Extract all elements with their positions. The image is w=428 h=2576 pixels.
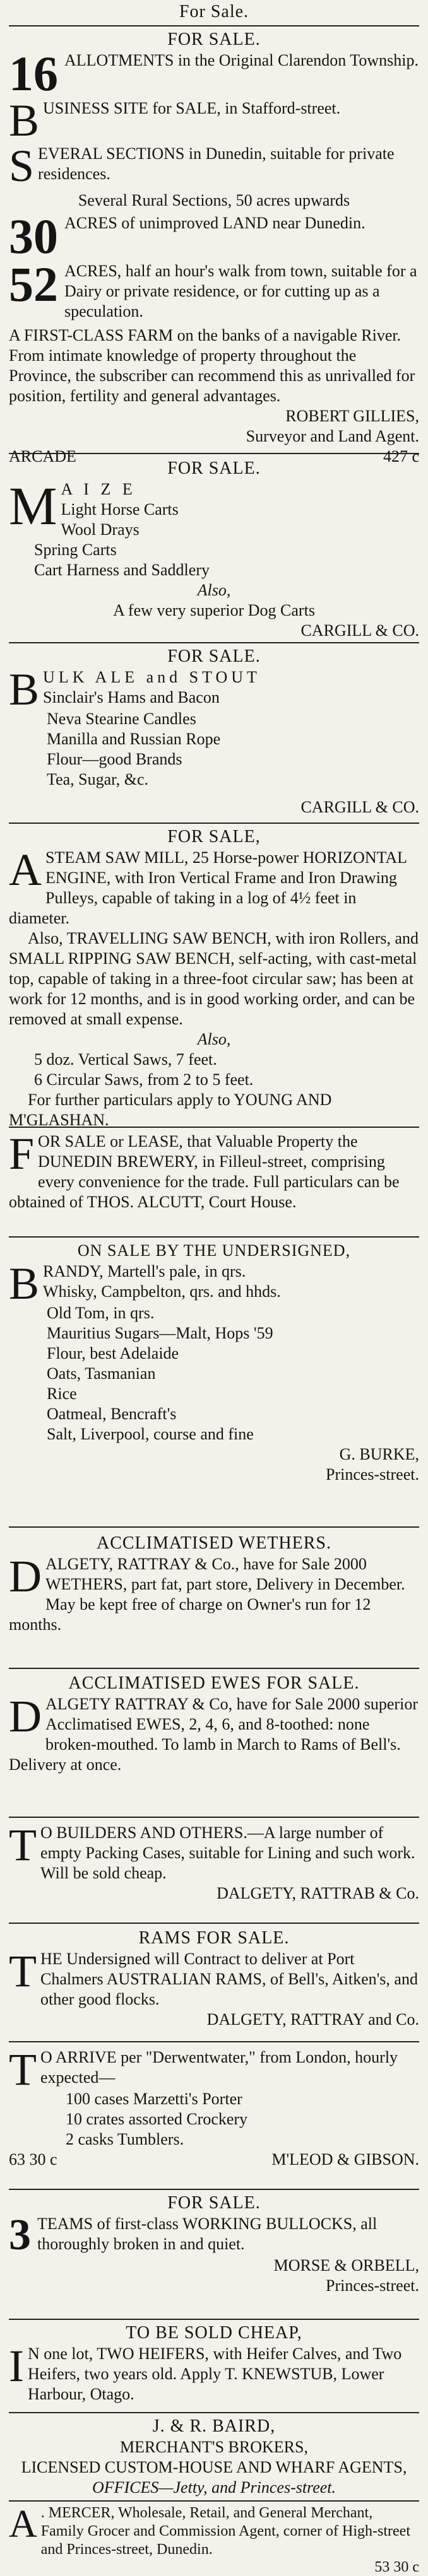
signature: CARGILL & CO. [300,621,419,640]
divider [9,1236,419,1238]
drop-cap: S [9,144,35,185]
ad-heading: RAMS FOR SALE. [138,1928,290,1948]
number: 16 [9,50,58,96]
drop-cap: A [9,2504,37,2546]
ad-heifers [9,2322,419,2404]
drop-cap: F [9,1132,35,1179]
ad-text: EVERAL SECTIONS in Dunedin, suitable for private residences. [38,144,395,183]
ad-text: N one lot, TWO HEIFERS, with Heifer Calves, and Two Heifers, two years old. Apply T. KNEWSTUB, Lower Harbour, Otago. [27,2345,402,2403]
drop-cap: B [9,98,40,140]
ad-text: Also, [197,581,231,599]
ad-heading: FOR SALE. [167,2193,261,2213]
signature-address: Princes-street. [325,1465,419,1484]
number: 52 [9,261,58,312]
ad-text: ACRES, half an hour's walk from town, suitable for a Dairy or private residence, or for cutting up as a speculation. [64,262,417,320]
ad-heading: ON SALE BY THE UNDERSIGNED, [77,1241,351,1260]
divider [9,823,419,824]
divider [9,1923,419,1924]
ad-mercer [9,2504,419,2575]
ad-ewes [9,1673,419,1775]
ad-heading: TO BE SOLD CHEAP, [126,2323,302,2343]
ad-subheading: LICENSED CUSTOM-HOUSE AND WHARF AGENTS, [21,2458,407,2476]
list-item: 5 doz. Vertical Saws, 7 feet. [34,1050,217,1068]
list-item: Flour, best Adelaide [47,1344,179,1362]
ad-burke [9,1240,419,1485]
signature: DALGETY, RATTRAY and Co. [206,2010,419,2029]
divider [9,2041,419,2042]
drop-cap: I [9,2344,24,2391]
ad-derwentwater [9,2047,419,2170]
signature: DALGETY, RATTRAB & Co. [217,1884,419,1902]
ad-heading: FOR SALE. [167,30,261,49]
drop-cap: T [9,1949,37,1996]
number: 3 [9,2214,31,2256]
list-item: Tea, Sugar, &c. [47,770,149,788]
ad-bulk-ale [9,646,419,817]
list-item: Whisky, Campbelton, qrs. and hhds. [43,1282,281,1301]
drop-cap: A [9,848,42,895]
divider [9,2189,419,2190]
drop-cap: T [9,1823,37,1870]
divider [9,25,419,26]
divider [9,2500,419,2502]
reference: 427 c [383,447,419,465]
ad-text: OR SALE or LEASE, that Valuable Property the DUNEDIN BREWERY, in Filleul-street, comprising every convenience for the trade. Full particulars can be obtained of THOS. ALCUTT, Court House. [9,1132,400,1211]
drop-cap: D [9,1554,42,1601]
signature-title: Surveyor and Land Agent. [246,427,419,445]
ad-rams [9,1928,419,2030]
ad-heading: ACCLIMATISED WETHERS. [96,1533,332,1553]
ad-text: ALGETY, RATTRAY & Co., have for Sale 2000 WETHERS, part fat, part store, Delivery in December. May be kept free of charge on Owner's run for 12 months. [9,1555,405,1634]
ad-text: Several Rural Sections, 50 acres upwards [78,191,350,209]
divider [9,2319,419,2320]
ad-text: A FIRST-CLASS FARM on the banks of a navigable River. From intimate knowledge of property throughout the Province, the subscriber can recommend this as unrivalled for position, fertility and general advantages. [9,326,415,405]
page-title: For Sale. [179,2,249,21]
list-item: Oatmeal, Bencraft's [47,1405,177,1423]
list-item: 10 crates assorted Crockery [66,2110,248,2128]
ad-text: ALLOTMENTS in the Original Clarendon Township. [64,51,419,69]
ad-text: Also, TRAVELLING SAW BENCH, with iron Rollers, and SMALL RIPPING SAW BENCH, self-acting, with cast-metal top, capable of taking in a three-foot circular saw; has been at work for 12 months, and is in good working order, and can be removed at small expense. [9,929,419,1028]
divider [9,1817,419,1818]
ad-text: For further particulars apply to YOUNG AND M'GLASHAN. [9,1091,332,1129]
ad-heading: FOR SALE. [167,647,261,666]
ad-text: STEAM SAW MILL, 25 Horse-power HORIZONTAL ENGINE, with Iron Vertical Frame and Iron Drawing Pulleys, capable of taking in a log of 4½ feet in diameter. [9,848,407,927]
ad-builders [9,1823,419,1904]
divider [9,642,419,643]
ad-baird [9,2416,419,2498]
list-item: Salt, Liverpool, course and fine [47,1425,254,1443]
signature: MORSE & ORBELL, [273,2256,419,2274]
list-item: Manilla and Russian Rope [47,730,221,748]
divider [9,2412,419,2413]
list-item: RANDY, Martell's pale, in qrs. [43,1262,246,1280]
ad-wethers [9,1533,419,1635]
list-item: Spring Carts [34,541,117,559]
list-item: Rice [47,1385,77,1403]
list-item: Old Tom, in qrs. [47,1304,155,1322]
reference: 53 30 c [374,2559,419,2575]
reference: 63 30 c [9,2150,57,2169]
ad-text: Also, [197,1030,231,1048]
ad-saw-mill [9,826,419,1130]
list-item: Cart Harness and Saddlery [34,561,210,579]
number: 30 [9,213,58,259]
drop-cap: D [9,1694,42,1742]
drop-cap: M [9,479,57,536]
ad-text: . MERCER, Wholesale, Retail, and General Merchant, Family Grocer and Commission Agent, corner of High-street and Princes-street, Dunedin. [40,2505,410,2558]
ad-text: USINESS SITE for SALE, in Stafford-street. [43,99,341,117]
divider [9,1127,419,1128]
list-item: 2 casks Tumblers. [66,2130,184,2148]
list-item: Neva Stearine Candles [47,710,196,728]
ad-text: O BUILDERS AND OTHERS.—A large number of empty Packing Cases, suitable for Lining and such work. Will be sold cheap. [40,1824,415,1882]
drop-cap: B [9,1262,40,1303]
ad-brewery [9,1132,419,1212]
ad-gillies [9,29,419,467]
signature: M'LEOD & GIBSON. [271,2150,419,2169]
list-item: 6 Circular Saws, from 2 to 5 feet. [34,1070,254,1089]
divider [9,1668,419,1669]
ad-text: A few very superior Dog Carts [113,601,315,619]
ad-bullocks [9,2193,419,2296]
list-item: ULK ALE and STOUT [43,668,261,686]
ad-text: O ARRIVE per "Derwentwater," from London, hourly expected— [40,2048,398,2087]
list-item: Mauritius Sugars—Malt, Hops '59 [47,1324,273,1342]
signature-address: Princes-street. [325,2276,419,2295]
ad-heading: J. & R. BAIRD, [152,2416,276,2436]
ad-text: TEAMS of first-class WORKING BULLOCKS, all thoroughly broken in and quiet. [37,2215,377,2253]
signature: G. BURKE, [339,1445,419,1463]
list-item: 100 cases Marzetti's Porter [66,2090,242,2108]
list-item: Light Horse Carts [61,500,179,518]
ad-heading: ACCLIMATISED EWES FOR SALE. [68,1673,360,1693]
divider [9,453,419,454]
drop-cap: B [9,667,40,709]
ad-maize [9,458,419,641]
ad-text: ALGETY RATTRAY & Co, have for Sale 2000 superior Acclimatised EWES, 2, 4, 6, and 8-toothed: none broken-mouthed. To lamb in March to Rams of Bell's. Delivery at once. [9,1695,418,1774]
drop-cap: T [9,2047,37,2089]
ad-heading: FOR SALE, [167,827,261,846]
divider [9,1526,419,1528]
ad-heading: FOR SALE. [167,459,261,478]
ad-text: ACRES of unimproved LAND near Dunedin. [64,214,366,232]
signature: CARGILL & CO. [300,798,419,816]
place: ARCADE [9,447,76,465]
list-item: Oats, Tasmanian [47,1364,156,1383]
ad-subheading: OFFICES—Jetty, and Princes-street. [92,2478,336,2497]
signature: ROBERT GILLIES, [285,407,419,425]
ad-subheading: MERCHANT'S BROKERS, [120,2438,308,2456]
list-item: Flour—good Brands [47,750,182,768]
list-item: A I Z E [61,480,136,498]
ad-text: HE Undersigned will Contract to deliver at Port Chalmers AUSTRALIAN RAMS, of Bell's, Aitken's, and other good flocks. [40,1950,418,2008]
list-item: Wool Drays [61,520,140,539]
list-item: Sinclair's Hams and Bacon [43,688,220,706]
